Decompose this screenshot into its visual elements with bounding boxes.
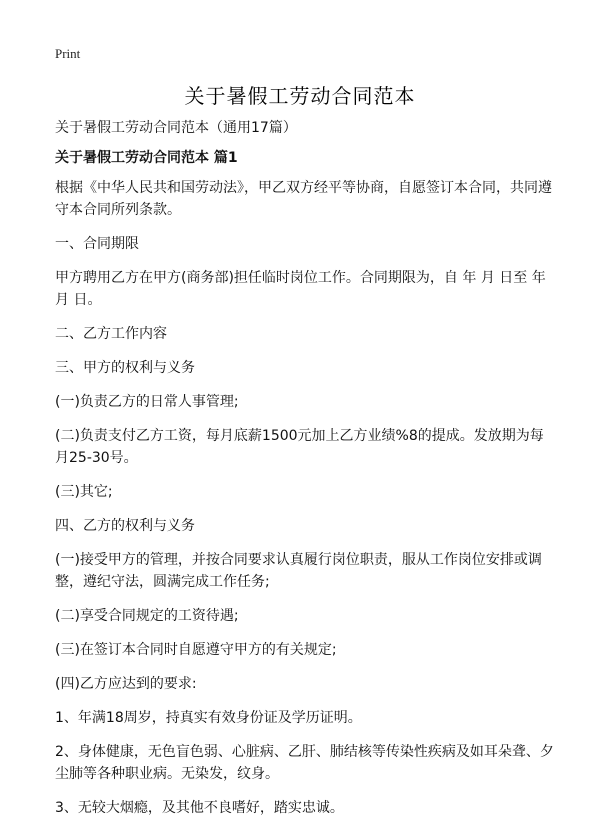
paragraph: (一)接受甲方的管理，并按合同要求认真履行岗位职责，服从工作岗位安排或调整，遵纪守法，圆满完成工作任务; <box>55 552 542 590</box>
section-heading: 关于暑假工劳动合同范本 篇1 <box>55 150 238 166</box>
clause-heading: 一、合同期限 <box>55 236 139 252</box>
paragraph: 根据《中华人民共和国劳动法》，甲乙双方经平等协商，自愿签订本合同，共同遵守本合同所列条款。 <box>55 180 552 218</box>
list-item: 2、身体健康，无色盲色弱、心脏病、乙肝、肺结核等传染性疾病及如耳朵聋、夕尘肺等各种职业病。无染发，纹身。 <box>55 744 554 782</box>
paragraph: (三)其它; <box>55 484 113 500</box>
paragraph: (二)享受合同规定的工资待遇; <box>55 608 239 624</box>
paragraph-subtitle: 关于暑假工劳动合同范本（通用17篇） <box>55 120 297 136</box>
print-label[interactable]: Print <box>55 46 81 61</box>
clause-heading: 三、甲方的权利与义务 <box>55 360 195 376</box>
document-body <box>55 117 555 831</box>
page-title: 关于暑假工劳动合同范本 <box>184 84 416 108</box>
clause-heading: 二、乙方工作内容 <box>55 326 167 342</box>
paragraph: 甲方聘用乙方在甲方(商务部)担任临时岗位工作。合同期限为，自 年 月 日至 年 月 日。 <box>55 270 546 308</box>
paragraph: (二)负责支付乙方工资，每月底薪1500元加上乙方业绩%8的提成。发放期为每月25-30号。 <box>55 428 544 466</box>
list-item: 1、年满18周岁，持真实有效身份证及学历证明。 <box>55 710 362 726</box>
clause-heading: 四、乙方的权利与义务 <box>55 518 195 534</box>
list-item: 3、无较大烟瘾，及其他不良嗜好，踏实忠诚。 <box>55 800 344 816</box>
paragraph: (一)负责乙方的日常人事管理; <box>55 394 239 410</box>
paragraph: (四)乙方应达到的要求: <box>55 676 197 692</box>
paragraph: (三)在签订本合同时自愿遵守甲方的有关规定; <box>55 642 337 658</box>
